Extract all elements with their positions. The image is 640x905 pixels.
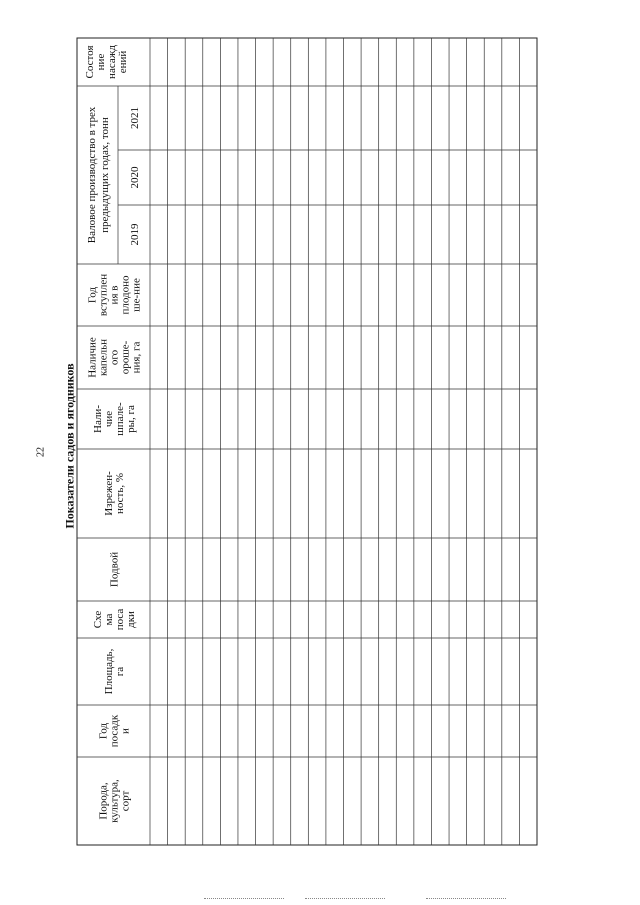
header-line: га [114,666,126,677]
header-sparseness [103,471,126,516]
header-line: Нали- [92,405,104,433]
header-line: ние [95,53,107,71]
header-condition [84,45,129,79]
header-line: Состоя [84,45,96,79]
header-line: ия в [108,285,121,305]
header-line: Наличие [86,337,99,378]
header-scheme [92,609,137,631]
header-line: плодоно [119,275,132,315]
header-line: вступлен [97,273,110,317]
footer-rule [305,898,385,899]
header-line: и [119,728,132,734]
header-line: ния, га [130,341,143,374]
header-line: ма [103,613,115,626]
header-fruiting_year [87,274,143,316]
header-line: капельн [97,338,110,377]
footer-rule [204,898,284,899]
table-frame [77,38,537,845]
header-line: Год [86,286,99,304]
footer-rule [426,898,506,899]
header-line: Изрежен- [103,471,115,516]
header-line: ороше- [119,340,132,375]
header-line: ры, га [125,405,137,433]
header-line: 2021 [129,107,141,129]
header-line: Площадь, [103,648,115,695]
header-line: шпале- [114,402,126,436]
header-line: Схе [92,610,104,629]
page-number: 22 [35,447,47,457]
header-line: культура, [108,779,121,823]
header-line: Год [97,722,110,740]
header-line: предыдущих годах, тонн [99,117,111,233]
header-area [103,648,126,694]
header-line: Порода, [97,782,110,820]
header-line: дки [125,611,137,628]
header-line: ого [108,349,121,366]
header-line: сорт [119,790,132,812]
header-line: 2020 [129,166,141,189]
year-header [129,223,141,246]
header-breed [98,779,132,823]
header-drip [87,337,143,378]
year-header [129,166,141,189]
header-year_planted [98,714,132,747]
header-line: Валовое производство в трех [86,106,98,244]
header-line: посадк [108,714,121,748]
header-rootstock [109,552,121,587]
header-line: поса [114,608,126,631]
header-line: 2019 [129,223,141,246]
header-line: насажд [106,45,118,79]
header-line: чие [103,410,115,428]
header-trellis [92,402,137,436]
header-line: ность, % [114,472,126,515]
header-line: ений [117,50,129,74]
year-header [129,107,141,129]
header-line: Подвой [108,551,121,588]
header-line: ше-ние [130,278,143,312]
page-title: Показатели садов и ягодников [62,363,77,529]
header-gross [86,106,111,243]
